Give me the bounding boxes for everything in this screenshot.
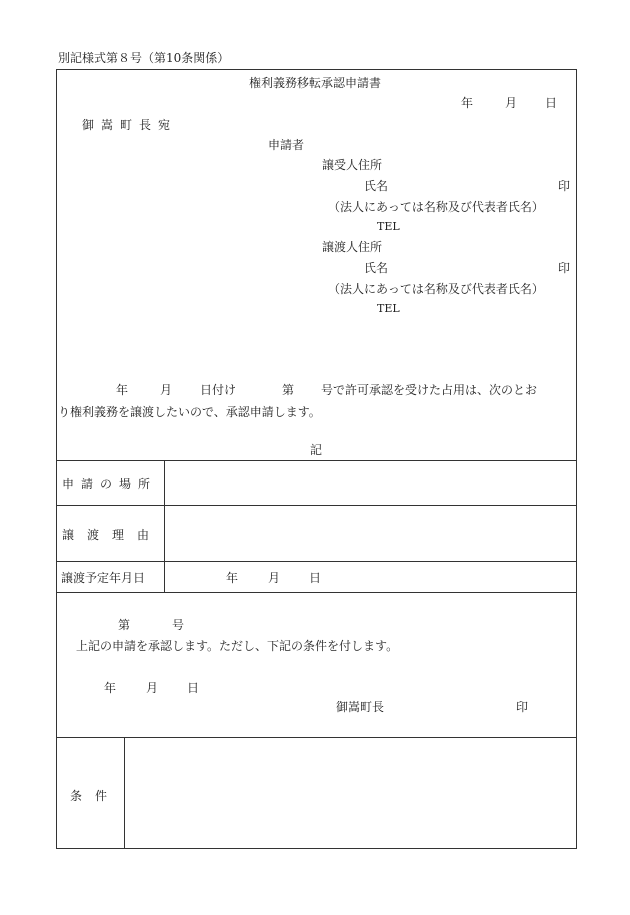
approval-year: 年 (104, 681, 117, 695)
transferee-name-label: 氏名 (364, 179, 389, 193)
approval-section (56, 592, 577, 738)
page-title (0, 76, 630, 90)
transfer-date-year: 年 (226, 571, 239, 585)
date-month: 月 (505, 96, 518, 110)
transferor-address-label: 譲渡人住所 (322, 240, 383, 254)
approval-go: 号 (172, 618, 185, 632)
title-text: 権利義務移転承認申請書 (248, 76, 381, 90)
ki-label: 記 (310, 443, 323, 457)
transferor-seal: 印 (558, 261, 571, 275)
transferor-corp-note: （法人にあっては名称及び代表者氏名） (328, 282, 544, 296)
body-month: 月 (160, 383, 173, 397)
place-label: 申請の場所 (62, 477, 158, 491)
date-day: 日 (545, 96, 558, 110)
body-year: 年 (116, 383, 129, 397)
body-line2: り権利義務を譲渡したいので、承認申請します。 (58, 405, 321, 419)
transferor-tel: TEL (377, 302, 400, 315)
row-divider-2 (56, 561, 577, 562)
transferee-tel: TEL (377, 220, 400, 233)
body-line1-rest: 号で許可承認を受けた占用は、次のとお (321, 383, 538, 397)
transfer-date-label: 譲渡予定年月日 (61, 571, 146, 585)
conditions-divider (124, 737, 125, 849)
conditions-section (56, 737, 577, 849)
transferee-address-label: 譲受人住所 (322, 158, 383, 172)
conditions-label: 条件 (70, 789, 121, 803)
transferor-name-label: 氏名 (364, 261, 389, 275)
transfer-date-month: 月 (268, 571, 281, 585)
transferee-seal: 印 (558, 179, 571, 193)
approval-mayor: 御嵩町長 (336, 700, 385, 714)
transfer-date-day: 日 (309, 571, 322, 585)
form-number: 別記様式第８号（第10条関係） (58, 51, 230, 65)
body-dated: 日付け (200, 383, 237, 397)
table-column-divider (164, 460, 165, 593)
row-divider-1 (56, 505, 577, 506)
approval-text: 上記の申請を承認します。ただし、下記の条件を付します。 (76, 639, 399, 653)
approval-seal: 印 (516, 700, 529, 714)
transferee-corp-note: （法人にあっては名称及び代表者氏名） (328, 200, 544, 214)
approval-dai: 第 (118, 618, 131, 632)
addressee: 御嵩町長宛 (82, 118, 178, 132)
body-dai: 第 (282, 383, 295, 397)
date-year: 年 (461, 96, 474, 110)
approval-day: 日 (187, 681, 200, 695)
approval-month: 月 (146, 681, 159, 695)
applicant-label: 申請者 (268, 138, 305, 152)
reason-label: 譲渡理由 (62, 528, 163, 542)
